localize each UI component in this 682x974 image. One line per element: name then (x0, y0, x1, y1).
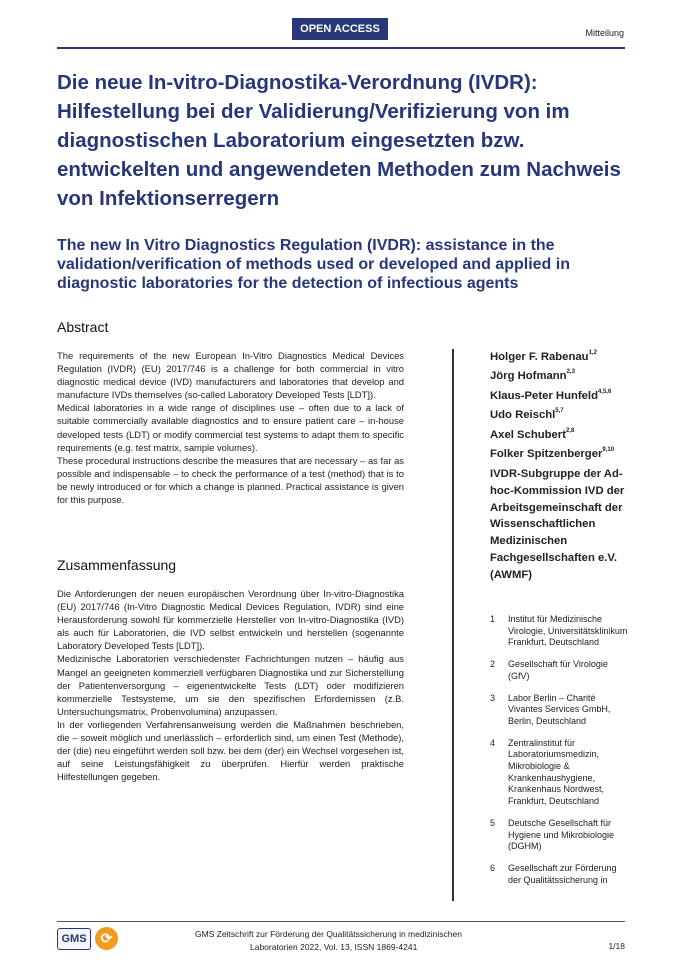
journal-citation (195, 928, 495, 954)
gms-logo: GMS (57, 928, 91, 950)
affiliation-list (490, 614, 630, 896)
title-english: The new In Vitro Diagnostics Regulation (IVDR): assistance in the validation/verification of methods used or developed and applied in diagnostic laboratories for the detection of infectious agents (57, 237, 570, 292)
journal-line: GMS Zeitschrift zur Förderung der Qualitätssicherung in medizinischen (195, 929, 462, 939)
abstract-paragraph: Medical laboratories in a wide range of disciplines use – often due to a lack of suitable commercially available diagnostics and to ensure patient care – in-house developed tests (LDT) or modify commercial test systems to adapt them to specific requirements (e.g. test matrix, sample volumes). (57, 402, 404, 453)
affiliation: 3 Labor Berlin – Charité Vivantes Services GmbH, Berlin, Deutschland (490, 692, 611, 726)
zusammenfassung-heading: Zusammenfassung (57, 557, 177, 573)
journal-line: Laboratorien 2022, Vol. 13, ISSN 1869-4241 (250, 942, 418, 952)
title-german: Die neue In-vitro-Diagnostika-Verordnung (IVDR): Hilfestellung bei der Validierung/Verifizierung von im diagnostischen Laboratorium eingesetzten bzw. entwickelten und angewendeten Methoden zum Nachweis von Infektionserregern (57, 71, 621, 210)
author: Klaus-Peter Hunfeld$^{4,5,6}$ (490, 388, 612, 402)
abstract-paragraph: The requirements of the new European In-Vitro Diagnostics Medical Devices Regulation (IVDR) (EU) 2017/746 is a challenge for both commercial in vitro diagnostic medical device (IVD) manufacturers and laboratories that develop and manufacture IVDs themselves (so-called Laboratory Developed Tests [LDT]). (57, 350, 404, 401)
publisher-ring-icon: ⟳ (95, 927, 118, 950)
author-list (490, 348, 630, 464)
affiliation: 2 Gesellschaft für Virologie (GfV) (490, 659, 608, 681)
column-divider (452, 349, 454, 901)
author-group: IVDR-Subgruppe der Ad-hoc-Kommission IVD der Arbeitsgemeinschaft der Wissenschaftlichen Medizinischen Fachgesellschaften e.V. (AWMF) (490, 468, 625, 581)
abstract-paragraph: These procedural instructions describe the measures that are necessary – as far as possible and indispensable – to check the performance of a test (method) that is to be newly introduced or for which a change is planned. Practical assistance is given for this purpose. (57, 454, 404, 506)
affiliation: 1 Institut für Medizinische Virologie, Universitätsklinikum Frankfurt, Deutschland (490, 614, 628, 648)
open-access-badge: OPEN ACCESS (292, 18, 388, 40)
abstract-heading: Abstract (57, 319, 109, 335)
author: Folker Spitzenberger$^{9,10}$ (490, 447, 615, 461)
page-number: 1/18 (608, 941, 625, 951)
header-rule (57, 47, 625, 49)
author: Holger F. Rabenau$^{1,2}$ (490, 350, 597, 363)
abstract-body (57, 349, 404, 506)
author: Axel Schubert$^{2,8}$ (490, 427, 575, 441)
zusammenfassung-paragraph: Die Anforderungen der neuen europäischen Verordnung über In-vitro-Diagnostika (EU) 2017/746 (In-Vitro Diagnostic Medical Devices Regulation, IVDR) sind eine Herausforderung sowohl für kommerzielle Hersteller von In-vitro-Diagnostika (IVD) als auch für Laboratorien, die IVD selbst entwickeln und herstellen (sogenannte Laboratory Developed Tests [LDT]). (57, 588, 404, 652)
zusammenfassung-paragraph: In der vorliegenden Verfahrensanweisung werden die Maßnahmen beschrieben, die – soweit möglich und unerlässlich – erforderlich sind, um einen Test (Methode), der (die) neu eingeführt werden soll bzw. bei dem (der) ein Wechsel vorgesehen ist, auf seine Leistungsfähigkeit zu überprüfen. Hierfür werden praktische Hilfestellungen gegeben. (57, 718, 404, 783)
affiliation: 6 Gesellschaft zur Förderung der Qualitätssicherung in (490, 862, 617, 885)
affiliation: 4 Zentralinstitut für Laboratoriumsmedizin, Mikrobiologie & Krankenhaushygiene, Krankenhaus Nordwest, Frankfurt, Deutschland (490, 737, 605, 807)
affiliation: 5 Deutsche Gesellschaft für Hygiene und Mikrobiologie (DGHM) (490, 817, 615, 852)
zusammenfassung-body (57, 587, 404, 783)
section-type-label: Mitteilung (585, 28, 624, 38)
zusammenfassung-paragraph: Medizinische Laboratorien verschiedenster Fachrichtungen nutzen – häufig aus Mangel an geeigneten kommerziell verfügbaren Diagnostika und zur Sicherstellung der Patientenversorgung – eigenentwickelte Tests (LDT) oder modifizieren kommerzielle Testsysteme, um sie den spezifischen Erfordernissen (z.B. Untersuchungsmatrix, Probenvolumina) anzupassen. (57, 653, 404, 717)
author: Udo Reischl$^{5,7}$ (490, 408, 564, 422)
footer-rule (57, 921, 625, 922)
author: Jörg Hofmann$^{2,3}$ (490, 369, 575, 383)
